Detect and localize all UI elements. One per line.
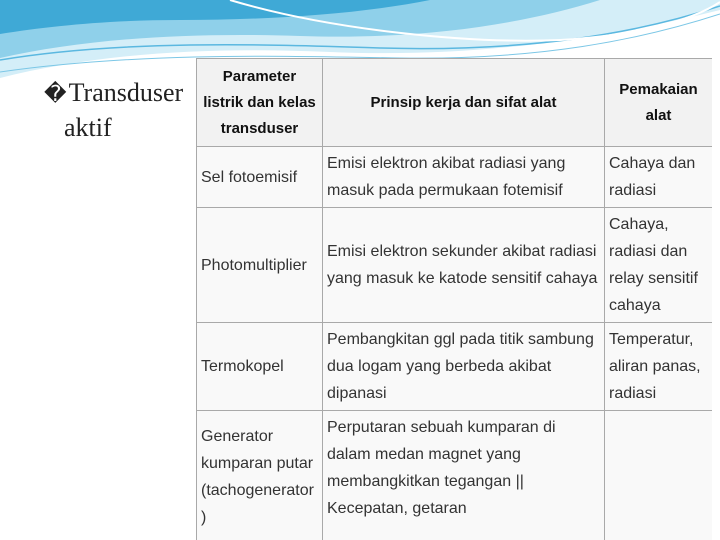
table-row: [197, 411, 713, 540]
table-row: [197, 147, 713, 208]
cell-prinsip: Pembangkitan ggl pada titik sambung dua logam yang berbeda akibat dipanasi: [323, 323, 605, 411]
bullet-line-2: aktif: [64, 113, 112, 142]
cell-pemakaian: Temperatur, aliran panas, radiasi: [605, 323, 713, 411]
bullet-text: [44, 76, 183, 145]
table-header-row: [197, 59, 713, 147]
table-row: [197, 208, 713, 323]
cell-param: Photomultiplier: [197, 208, 323, 323]
cell-pemakaian: Cahaya, radiasi dan relay sensitif cahaya: [605, 208, 713, 323]
table-row: [197, 323, 713, 411]
transducer-table: [196, 58, 712, 540]
cell-param: Termokopel: [197, 323, 323, 411]
cell-prinsip: Emisi elektron akibat radiasi yang masuk pada permukaan fotemisif: [323, 147, 605, 208]
header-parameter: Parameter listrik dan kelas transduser: [197, 59, 323, 147]
header-prinsip: Prinsip kerja dan sifat alat: [323, 59, 605, 147]
cell-pemakaian: [605, 411, 713, 540]
cell-param: Sel fotoemisif: [197, 147, 323, 208]
transducer-table-wrapper: [196, 58, 712, 540]
cell-prinsip: Perputaran sebuah kumparan di dalam medan magnet yang membangkitkan tegangan || Kecepatan, getaran: [323, 411, 605, 540]
bullet-glyph: �: [44, 81, 67, 106]
cell-prinsip: Emisi elektron sekunder akibat radiasi yang masuk ke katode sensitif cahaya: [323, 208, 605, 323]
bullet-line-1: Transduser: [68, 78, 184, 107]
cell-param: Generator kumparan putar (tachogenerator): [197, 411, 323, 540]
cell-pemakaian: Cahaya dan radiasi: [605, 147, 713, 208]
header-pemakaian: Pemakaian alat: [605, 59, 713, 147]
